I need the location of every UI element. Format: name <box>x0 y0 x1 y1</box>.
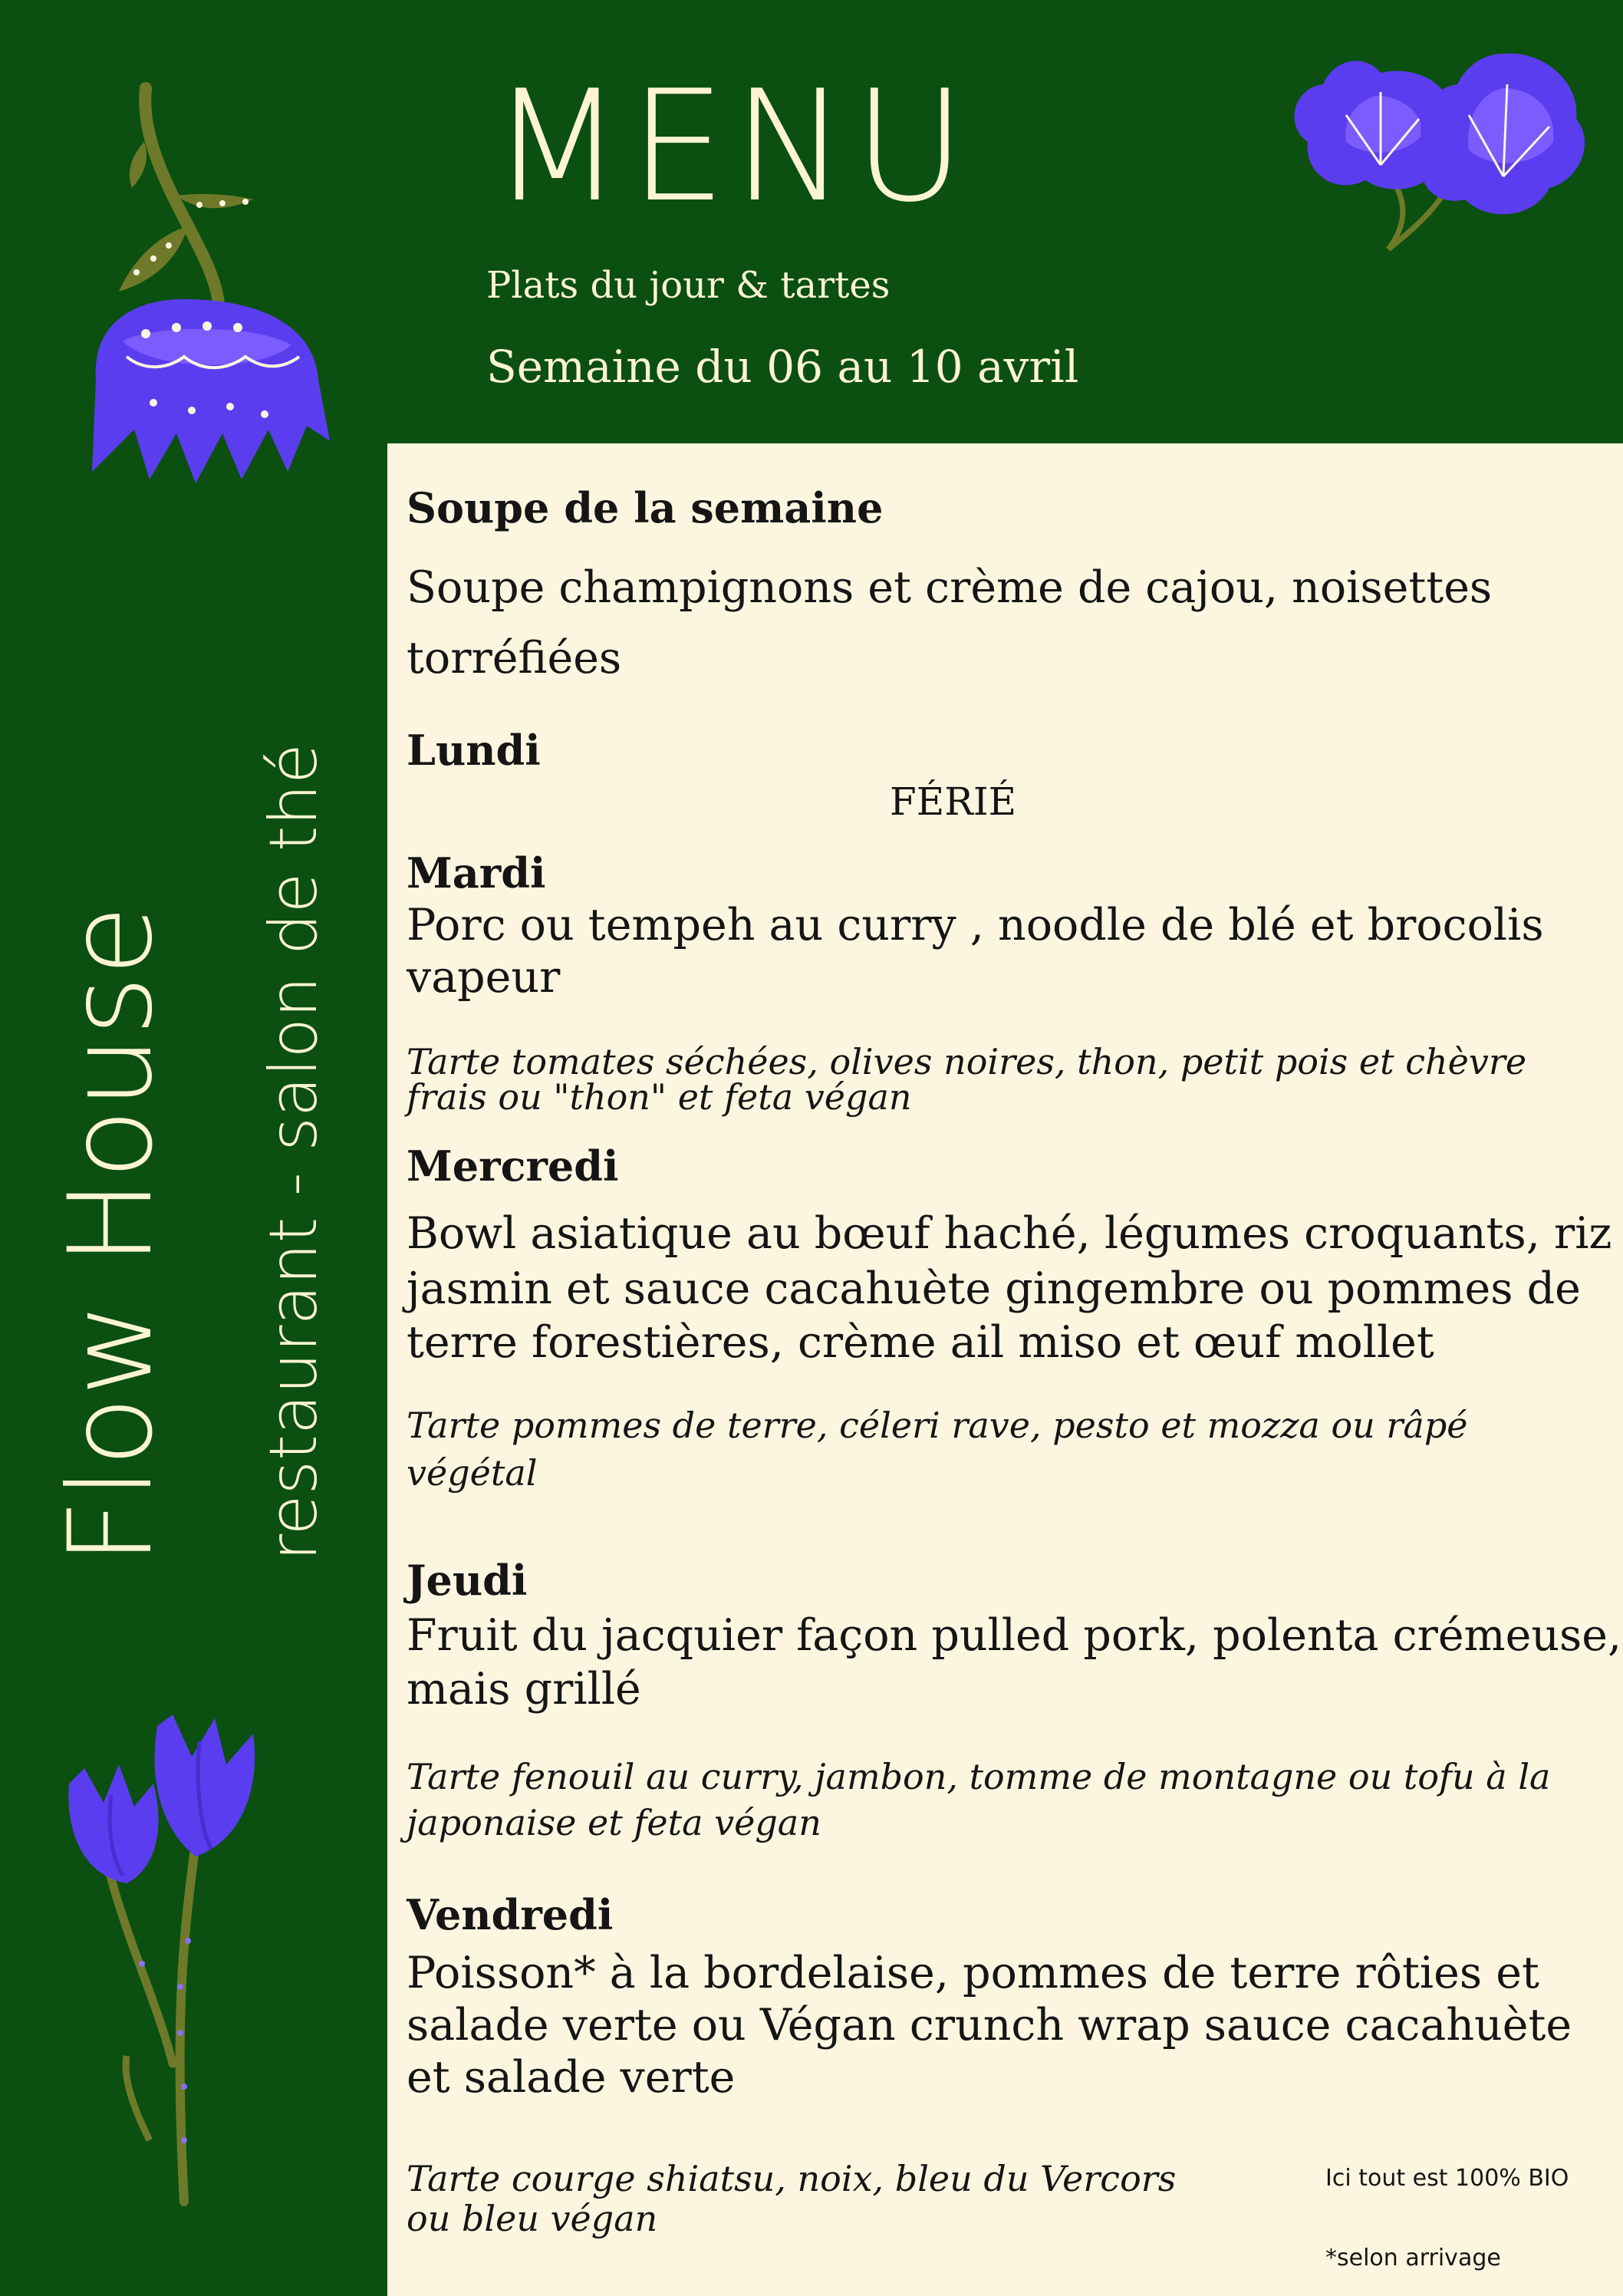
tulip-flowers-icon <box>65 1711 334 2209</box>
mercredi-tarte-2: végétal <box>407 1452 538 1494</box>
lundi-ferie: FÉRIÉ <box>890 779 1017 824</box>
week-dates: Semaine du 06 au 10 avril <box>486 341 1079 393</box>
mardi-heading: Mardi <box>407 848 546 898</box>
brand-tagline: restaurant - salon de thé <box>255 743 332 1561</box>
vendredi-plat-1: Poisson* à la bordelaise, pommes de terre rôties et <box>407 1948 1539 1998</box>
soup-line-2: torréfiées <box>407 633 622 684</box>
hanging-flower-icon <box>61 81 337 495</box>
brand-name: Flow House <box>44 904 178 1565</box>
bio-note: Ici tout est 100% BIO <box>1325 2165 1569 2192</box>
mardi-plat-2: vapeur <box>407 952 561 1003</box>
mercredi-heading: Mercredi <box>407 1141 619 1191</box>
menu-subtitle: Plats du jour & tartes <box>486 264 891 307</box>
jeudi-plat-1: Fruit du jacquier façon pulled pork, polenta crémeuse, <box>407 1610 1622 1661</box>
jeudi-plat-2: mais grillé <box>407 1664 641 1715</box>
jeudi-tarte-2: japonaise et feta végan <box>407 1802 821 1843</box>
mardi-tarte-1: Tarte tomates séchées, olives noires, thon, petit pois et chèvre <box>407 1041 1527 1082</box>
arrivage-note: *selon arrivage <box>1325 2245 1501 2271</box>
soup-line-1: Soupe champignons et crème de cajou, noisettes <box>407 562 1493 613</box>
jeudi-heading: Jeudi <box>407 1556 528 1605</box>
soup-heading: Soupe de la semaine <box>407 483 884 532</box>
mercredi-plat-3: terre forestières, crème ail miso et œuf mollet <box>407 1317 1434 1368</box>
vendredi-tarte-2: ou bleu végan <box>407 2198 658 2239</box>
mercredi-tarte-1: Tarte pommes de terre, céleri rave, pesto et mozza ou râpé <box>407 1405 1468 1446</box>
mercredi-plat-2: jasmin et sauce cacahuète gingembre ou pommes de <box>407 1263 1581 1314</box>
vendredi-tarte-1: Tarte courge shiatsu, noix, bleu du Vercors <box>407 2158 1177 2199</box>
vendredi-heading: Vendredi <box>407 1890 614 1939</box>
vendredi-plat-3: et salade verte <box>407 2052 736 2103</box>
vendredi-plat-2: salade verte ou Végan crunch wrap sauce cacahuète <box>407 2000 1572 2051</box>
double-flower-icon <box>1273 42 1595 265</box>
lundi-heading: Lundi <box>407 726 541 775</box>
jeudi-tarte-1: Tarte fenouil au curry, jambon, tomme de montagne ou tofu à la <box>407 1756 1551 1797</box>
mercredi-plat-1: Bowl asiatique au bœuf haché, légumes croquants, riz <box>407 1208 1612 1259</box>
mardi-tarte-2: frais ou "thon" et feta végan <box>407 1076 912 1118</box>
mardi-plat-1: Porc ou tempeh au curry , noodle de blé et brocolis <box>407 900 1544 950</box>
menu-title: MENU <box>491 58 972 236</box>
